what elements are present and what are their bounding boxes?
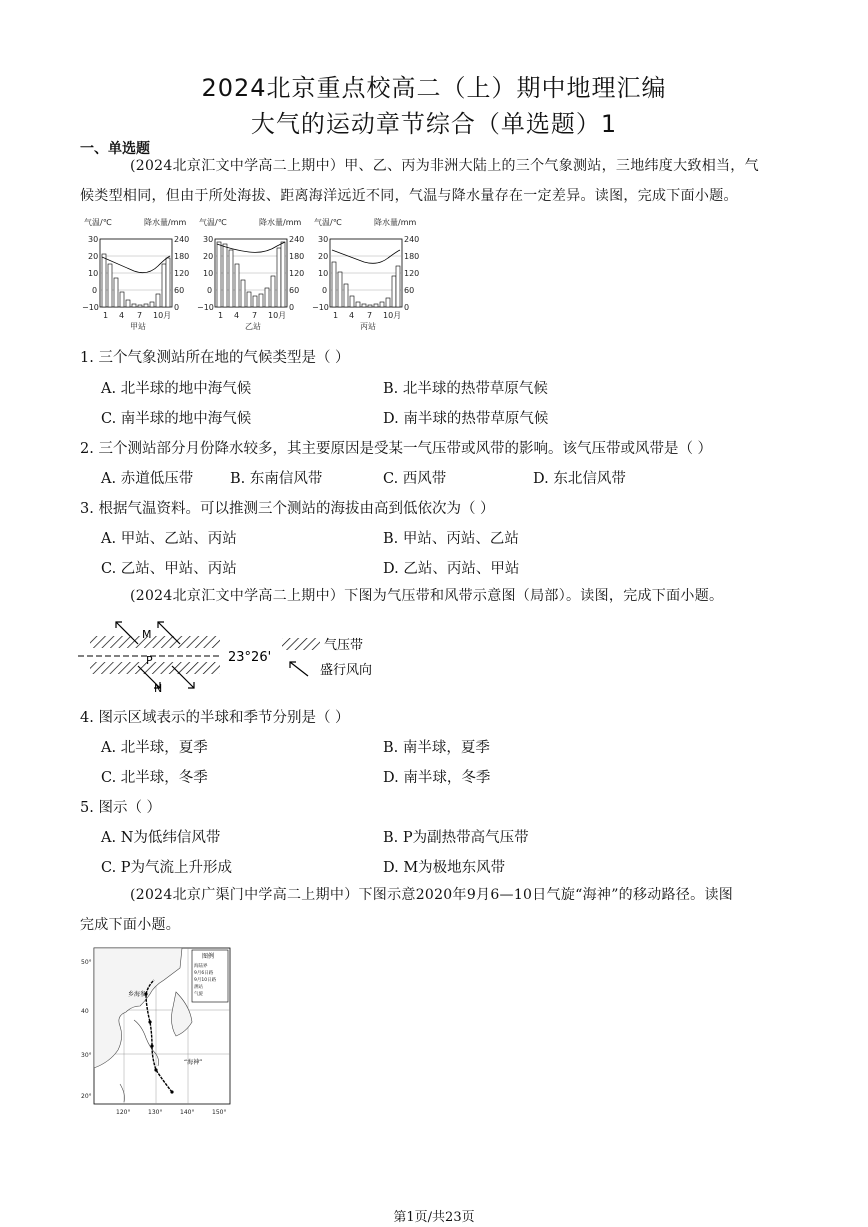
svg-text:120: 120	[174, 269, 190, 278]
svg-text:30: 30	[203, 235, 214, 244]
legend-wind-label: 盛行风向	[320, 663, 373, 678]
svg-text:气温/℃: 气温/℃	[314, 218, 342, 227]
svg-text:降水量/mm: 降水量/mm	[374, 218, 417, 227]
intro-paragraph-3-line-2: 完成下面小题。	[80, 917, 181, 933]
svg-text:30: 30	[318, 235, 329, 244]
svg-text:180: 180	[174, 252, 190, 261]
pressure-belt-upper	[90, 636, 220, 648]
question-3-option-a[interactable]: A. 甲站、乙站、丙站	[101, 531, 237, 547]
svg-text:气温/℃: 气温/℃	[199, 218, 227, 227]
svg-text:1: 1	[218, 311, 224, 320]
pressure-belt-lower	[90, 662, 220, 674]
station-label-yi: 乙站	[245, 322, 261, 331]
map-legend-item: 气旋	[194, 992, 203, 997]
svg-text:20: 20	[203, 252, 214, 261]
svg-text:7: 7	[252, 311, 258, 320]
svg-text:0: 0	[404, 303, 410, 312]
page-title: 2024北京重点校高二（上）期中地理汇编	[201, 74, 667, 102]
svg-text:−10: −10	[197, 303, 214, 312]
svg-text:7: 7	[137, 311, 143, 320]
question-5-stem: 5. 图示（ ）	[80, 800, 162, 816]
map-lat-label: 30°	[81, 1052, 92, 1059]
svg-text:180: 180	[289, 252, 305, 261]
map-lon-label: 130°	[148, 1109, 163, 1116]
station-label-bing: 丙站	[360, 322, 376, 331]
map-lat-label: 20°	[81, 1093, 92, 1100]
svg-text:0: 0	[322, 286, 328, 295]
legend-belt-label: 气压带	[324, 638, 364, 653]
svg-text:60: 60	[174, 286, 185, 295]
svg-text:10: 10	[203, 269, 214, 278]
map-lon-label: 120°	[116, 1109, 131, 1116]
map-legend-title: 图例	[202, 953, 215, 960]
question-3-option-c[interactable]: C. 乙站、甲站、丙站	[101, 561, 237, 577]
map-typhoon-label: “海神”	[184, 1059, 203, 1066]
svg-text:4: 4	[119, 311, 125, 320]
svg-text:0: 0	[92, 286, 98, 295]
question-5-option-c[interactable]: C. P为气流上升形成	[101, 860, 233, 876]
svg-text:30: 30	[88, 235, 99, 244]
question-4-option-a[interactable]: A. 北半球，夏季	[101, 740, 208, 756]
question-2-option-b[interactable]: B. 东南信风带	[230, 471, 323, 487]
svg-text:降水量/mm: 降水量/mm	[259, 218, 302, 227]
svg-text:20: 20	[88, 252, 99, 261]
question-4-option-b[interactable]: B. 南半球，夏季	[383, 740, 490, 756]
svg-text:0: 0	[289, 303, 295, 312]
question-3-stem: 3. 根据气温资料。可以推测三个测站的海拔由高到低依次为（ ）	[80, 501, 495, 517]
question-4-option-c[interactable]: C. 北半球，冬季	[101, 770, 208, 786]
pressure-wind-belt-figure	[76, 614, 406, 700]
station-label-jia: 甲站	[130, 322, 146, 331]
precip-axis-label: 降水量/mm	[144, 218, 187, 227]
map-legend-item: 测站	[194, 985, 203, 990]
climate-chart-jia	[82, 217, 189, 331]
question-1-option-c[interactable]: C. 南半球的地中海气候	[101, 411, 252, 427]
map-lat-label: 50°	[81, 959, 92, 966]
section-heading: 一、单选题	[80, 141, 150, 157]
svg-text:4: 4	[234, 311, 240, 320]
svg-text:0: 0	[207, 286, 213, 295]
page-footer: 第1页/共23页	[393, 1210, 475, 1225]
map-lon-label: 140°	[180, 1109, 195, 1116]
map-legend-item: 海陆界	[194, 964, 208, 969]
svg-text:10月: 10月	[383, 311, 402, 320]
question-5-option-d[interactable]: D. M为极地东风带	[383, 860, 506, 876]
svg-text:10: 10	[88, 269, 99, 278]
svg-text:240: 240	[174, 235, 190, 244]
svg-text:10月: 10月	[153, 311, 172, 320]
intro-paragraph-1-line-1: (2024北京汇文中学高二上期中）甲、乙、丙为非洲大陆上的三个气象测站，三地纬度大致相当，气	[130, 158, 759, 174]
svg-text:240: 240	[404, 235, 420, 244]
svg-text:1: 1	[333, 311, 339, 320]
svg-text:60: 60	[289, 286, 300, 295]
map-lat-label: 40	[81, 1008, 89, 1015]
legend-wind-arrow	[290, 662, 308, 676]
temp-axis-label: 气温/℃	[84, 218, 112, 227]
question-1-stem: 1. 三个气象测站所在地的气候类型是（ ）	[80, 350, 350, 366]
svg-text:180: 180	[404, 252, 420, 261]
climate-charts-figure	[78, 214, 420, 334]
svg-text:240: 240	[289, 235, 305, 244]
label-p: P	[146, 654, 153, 667]
label-n: N	[154, 682, 163, 695]
svg-text:10月: 10月	[268, 311, 287, 320]
legend-belt-swatch	[282, 638, 320, 650]
question-1-option-d[interactable]: D. 南半球的热带草原气候	[383, 411, 549, 427]
climate-chart-yi	[197, 217, 304, 331]
question-4-option-d[interactable]: D. 南半球，冬季	[383, 770, 491, 786]
svg-text:1: 1	[103, 311, 109, 320]
svg-text:4: 4	[349, 311, 355, 320]
question-2-option-c[interactable]: C. 西风带	[383, 471, 447, 487]
question-2-stem: 2. 三个测站部分月份降水较多，其主要原因是受某一气压带或风带的影响。该气压带或风带是（ ）	[80, 441, 713, 457]
map-legend-item: 9月10日路	[194, 978, 217, 983]
question-5-option-a[interactable]: A. N为低纬信风带	[101, 830, 221, 846]
svg-text:10: 10	[318, 269, 329, 278]
svg-text:20: 20	[318, 252, 329, 261]
svg-text:−10: −10	[82, 303, 99, 312]
svg-text:0: 0	[174, 303, 180, 312]
svg-text:7: 7	[367, 311, 373, 320]
question-3-option-d[interactable]: D. 乙站、丙站、甲站	[383, 561, 520, 577]
label-m: M	[142, 628, 152, 641]
svg-text:−10: −10	[312, 303, 329, 312]
cyclone-path-map	[80, 946, 240, 1118]
question-1-option-a[interactable]: A. 北半球的地中海气候	[101, 381, 252, 397]
intro-paragraph-3-line-1: (2024北京广渠门中学高二上期中）下图示意2020年9月6—10日气旋“海神”的移动路径。读图	[130, 887, 734, 903]
intro-paragraph-1-line-2: 候类型相同，但由于所处海拔、距离海洋远近不同，气温与降水量存在一定差异。读图，完成下面小题。	[80, 188, 738, 204]
map-city-label: 乡海参	[128, 991, 147, 998]
question-4-stem: 4. 图示区域表示的半球和季节分别是（ ）	[80, 710, 350, 726]
latitude-label: 23°26'	[228, 650, 272, 665]
svg-text:120: 120	[404, 269, 420, 278]
svg-text:60: 60	[404, 286, 415, 295]
question-2-option-a[interactable]: A. 赤道低压带	[101, 471, 194, 487]
question-3-option-b[interactable]: B. 甲站、丙站、乙站	[383, 531, 519, 547]
map-lon-label: 150°	[212, 1109, 227, 1116]
page-subtitle: 大气的运动章节综合（单选题）1	[250, 110, 618, 138]
question-5-option-b[interactable]: B. P为副热带高气压带	[383, 830, 529, 846]
intro-paragraph-2: (2024北京汇文中学高二上期中）下图为气压带和风带示意图（局部）。读图，完成下面小题。	[130, 588, 724, 604]
question-2-option-d[interactable]: D. 东北信风带	[533, 471, 626, 487]
svg-text:120: 120	[289, 269, 305, 278]
question-1-option-b[interactable]: B. 北半球的热带草原气候	[383, 381, 548, 397]
climate-chart-bing	[312, 217, 419, 331]
map-legend-item: 9月6日路	[194, 971, 214, 976]
